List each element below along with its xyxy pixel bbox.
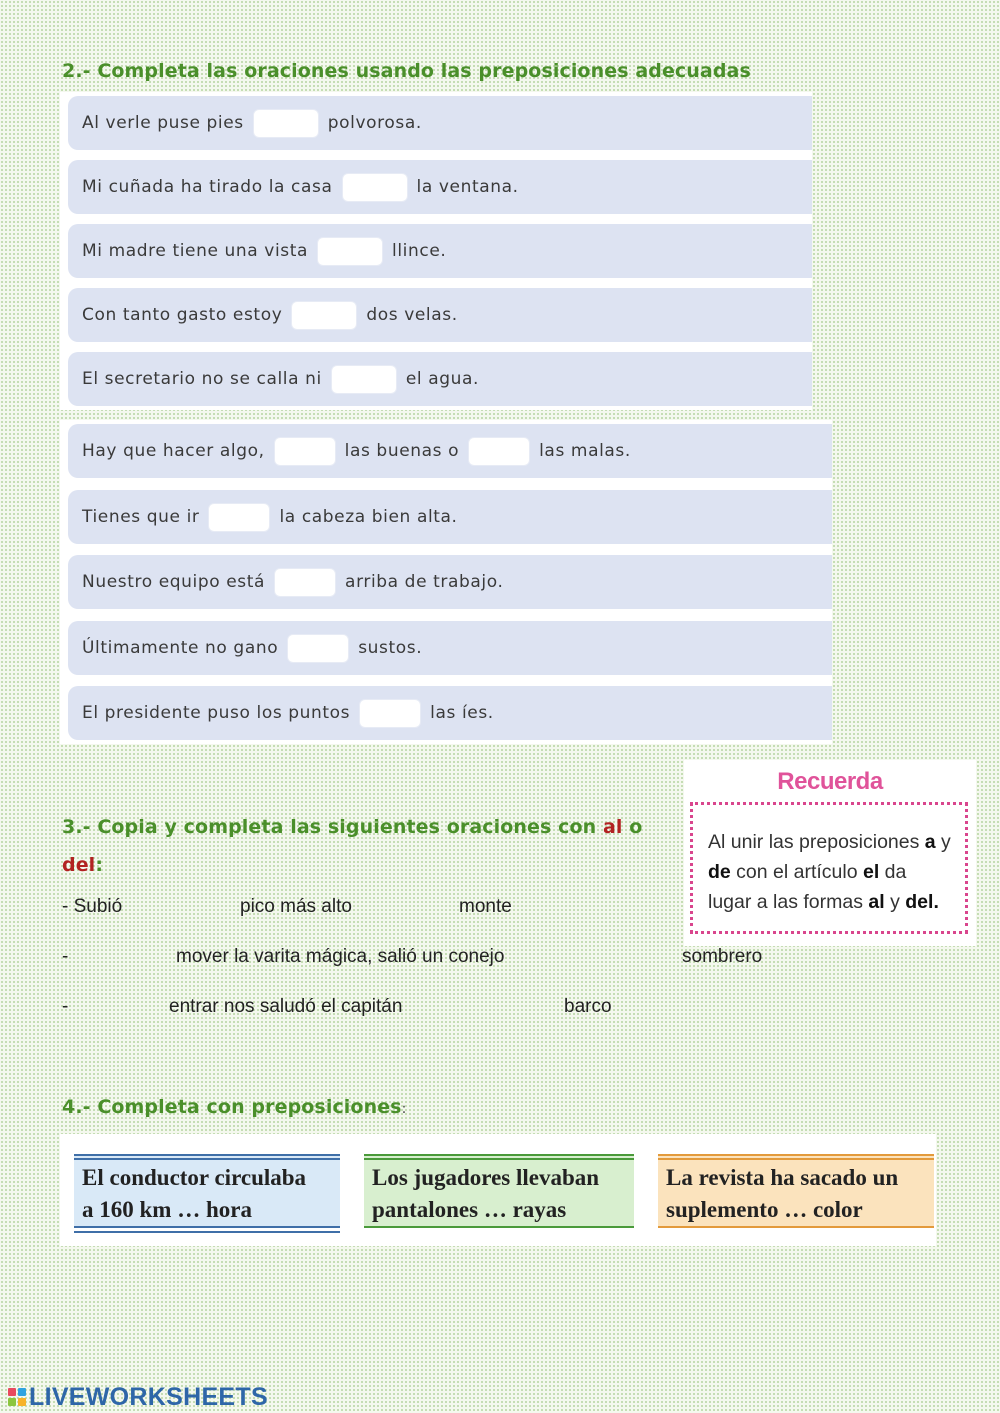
card-border-top <box>658 1158 934 1160</box>
sentence-text: sustos. <box>358 638 423 658</box>
card-border-bottom <box>364 1226 634 1228</box>
sentence-text: llince. <box>392 241 447 261</box>
card-line: El conductor circulaba <box>82 1165 307 1190</box>
preposition-cards <box>60 1134 936 1246</box>
card-line: Los jugadores llevaban <box>372 1165 600 1190</box>
heading-text: : <box>95 854 104 876</box>
card-line: suplemento … color <box>666 1197 863 1222</box>
sentence-row <box>68 686 832 740</box>
logo-text: LIVEWORKSHEETS <box>29 1382 268 1411</box>
logo-block <box>8 1398 16 1406</box>
copy-line-1-end: monte <box>459 896 512 917</box>
sentence-row <box>68 96 812 150</box>
copy-line-3-start: - <box>62 996 69 1017</box>
answer-blank[interactable] <box>317 237 383 266</box>
sentence-text: dos velas. <box>366 305 458 325</box>
sentence-text: arriba de trabajo. <box>345 572 504 592</box>
card-border-top <box>364 1158 634 1160</box>
sentence-text: Al verle puse pies <box>82 113 244 133</box>
sentence-text: la cabeza bien alta. <box>279 507 458 527</box>
recuerda-title: Recuerda <box>777 768 883 795</box>
sentence-text: Nuestro equipo está <box>82 572 266 592</box>
card-line: La revista ha sacado un <box>666 1165 899 1190</box>
sentence-text: las buenas o <box>344 441 460 461</box>
exercise-panel-2 <box>60 420 832 744</box>
sentence-text: El secretario no se calla ni <box>82 369 322 389</box>
sentence-row <box>68 621 832 675</box>
answer-blank[interactable] <box>342 173 408 202</box>
sentence-text: Con tanto gasto estoy <box>82 305 283 325</box>
answer-blank[interactable] <box>274 437 336 466</box>
heading-text: o <box>622 816 643 838</box>
preposition-card <box>364 1154 634 1228</box>
sentence-text: Últimamente no gano <box>82 638 279 658</box>
copy-line-1-start: - Subió <box>62 896 123 917</box>
card-border-top <box>74 1158 340 1160</box>
answer-blank[interactable] <box>331 365 397 394</box>
liveworksheets-logo[interactable] <box>8 1382 268 1412</box>
answer-blank[interactable] <box>468 437 530 466</box>
copy-line-2-middle: mover la varita mágica, salió un conejo <box>176 946 505 967</box>
answer-blank[interactable] <box>274 568 336 597</box>
card-border-top <box>74 1154 340 1156</box>
section-3-heading <box>62 808 672 884</box>
card-border-top <box>364 1154 634 1156</box>
heading-text: 3.- Copia y completa las siguientes oraciones con <box>62 816 604 838</box>
sentence-text: polvorosa. <box>327 113 422 133</box>
copy-line-3-middle: entrar nos saludó el capitán <box>169 996 403 1017</box>
heading-text: 4.- Completa con preposiciones <box>62 1096 402 1118</box>
card-line: a 160 km … hora <box>82 1197 252 1222</box>
heading-colon: : <box>401 1101 407 1117</box>
sentence-row <box>68 424 832 478</box>
logo-block <box>18 1398 26 1406</box>
recuerda-note <box>684 760 976 946</box>
recuerda-text: Al unir las preposiciones a y de con el artículo el da lugar a las formas al y del. <box>690 802 968 934</box>
sentence-text: la ventana. <box>416 177 519 197</box>
exercise-panel-1 <box>60 92 812 410</box>
answer-blank[interactable] <box>208 503 270 532</box>
sentence-text: el agua. <box>405 369 480 389</box>
card-line: pantalones … rayas <box>372 1197 567 1222</box>
copy-line-2-start: - <box>62 946 69 967</box>
heading-al: al <box>603 816 623 838</box>
answer-blank[interactable] <box>287 634 349 663</box>
sentence-row <box>68 490 832 544</box>
logo-block <box>18 1388 26 1396</box>
card-border-top <box>658 1154 934 1156</box>
sentence-text: Mi cuñada ha tirado la casa <box>82 177 333 197</box>
section-2-heading: 2.- Completa las oraciones usando las preposiciones adecuadas <box>62 60 751 82</box>
sentence-row <box>68 224 812 278</box>
sentence-text: las malas. <box>539 441 631 461</box>
card-border-bottom <box>74 1226 340 1228</box>
sentence-text: Mi madre tiene una vista <box>82 241 309 261</box>
sentence-text: Tienes que ir <box>82 507 200 527</box>
logo-blocks-icon <box>8 1388 26 1406</box>
sentence-text: las íes. <box>430 703 494 723</box>
heading-del: del <box>62 854 96 876</box>
copy-line-3-end: barco <box>564 996 612 1017</box>
sentence-text: El presidente puso los puntos <box>82 703 351 723</box>
preposition-card <box>74 1154 340 1228</box>
logo-block <box>8 1388 16 1396</box>
sentence-row <box>68 288 812 342</box>
copy-line-1-middle: pico más alto <box>240 896 352 917</box>
answer-blank[interactable] <box>359 699 421 728</box>
section-4-heading <box>62 1096 406 1118</box>
sentence-row <box>68 352 812 406</box>
sentence-row <box>68 555 832 609</box>
card-border-bottom <box>74 1231 340 1233</box>
preposition-card <box>658 1154 934 1228</box>
answer-blank[interactable] <box>253 109 319 138</box>
card-border-bottom <box>658 1226 934 1228</box>
copy-line-2-end: sombrero <box>682 946 763 967</box>
sentence-text: Hay que hacer algo, <box>82 441 265 461</box>
sentence-row <box>68 160 812 214</box>
answer-blank[interactable] <box>291 301 357 330</box>
